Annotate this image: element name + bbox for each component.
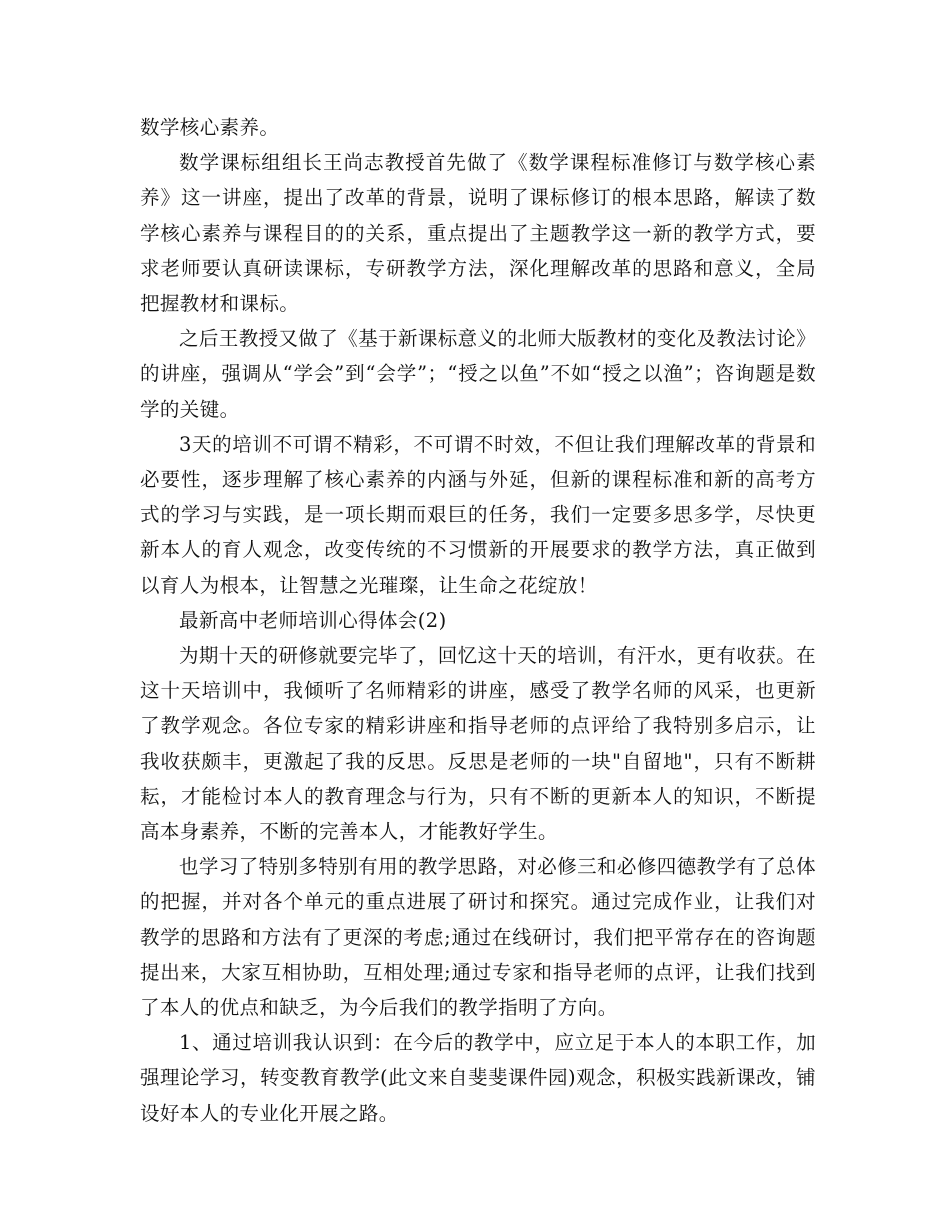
paragraph-teaching-ideas: 也学习了特别多特别有用的教学思路，对必修三和必修四德教学有了总体的把握，并对各个单元的重点进展了研讨和探究。通过完成作业，让我们对教学的思路和方法有了更深的考虑;通过在线研讨，我们把平常存在的咨询题提出来，大家互相协助，互相处理;通过专家和指导老师的点评，让我们找到了本人的优点和缺乏，为今后我们的教学指明了方向。 — [140, 855, 816, 1020]
paragraph-wang-lecture-2: 之后王教授又做了《基于新课标意义的北师大版教材的变化及教法讨论》的讲座，强调从“学会”到“会学”；“授之以鱼”不如“授之以渔”；咨询题是数学的关键。 — [140, 327, 816, 421]
paragraph-continuation: 数学核心素养。 — [140, 116, 280, 139]
paragraph-point-1: 1、通过培训我认识到：在今后的教学中，应立足于本人的本职工作，加强理论学习，转变教育教学(此文来自斐斐课件园)观念，积极实践新课改，铺设好本人的专业化开展之路。 — [140, 1031, 816, 1125]
paragraph-ten-day-training: 为期十天的研修就要完毕了，回忆这十天的培训，有汗水，更有收获。在这十天培训中，我倾听了名师精彩的讲座，感受了教学名师的风采，也更新了教学观念。各位专家的精彩讲座和指导老师的点评给了我特别多启示，让我收获颇丰，更激起了我的反思。反思是老师的一块"自留地"，只有不断耕耘，才能检讨本人的教育理念与行为，只有不断的更新本人的知识，不断提高本身素养，不断的完善本人，才能教好学生。 — [140, 644, 816, 844]
document-body — [140, 110, 816, 1131]
section-heading: 最新高中老师培训心得体会(2) — [179, 608, 447, 632]
paragraph-training-summary: 3天的培训不可谓不精彩，不可谓不时效，不但让我们理解改革的背景和必要性，逐步理解了核心素养的内涵与外延，但新的课程标准和新的高考方式的学习与实践，是一项长期而艰巨的任务，我们一定要多思多学，尽快更新本人的育人观念，改变传统的不习惯新的开展要求的教学方法，真正做到以育人为根本，让智慧之光璀璨，让生命之花绽放！ — [140, 432, 816, 597]
paragraph-wang-lecture-1: 数学课标组组长王尚志教授首先做了《数学课程标准修订与数学核心素养》这一讲座，提出了改革的背景，说明了课标修订的根本思路，解读了数学核心素养与课程目的的关系，重点提出了主题教学这一新的教学方式，要求老师要认真研读课标，专研教学方法，深化理解改革的思路和意义，全局把握教材和课标。 — [140, 151, 816, 316]
